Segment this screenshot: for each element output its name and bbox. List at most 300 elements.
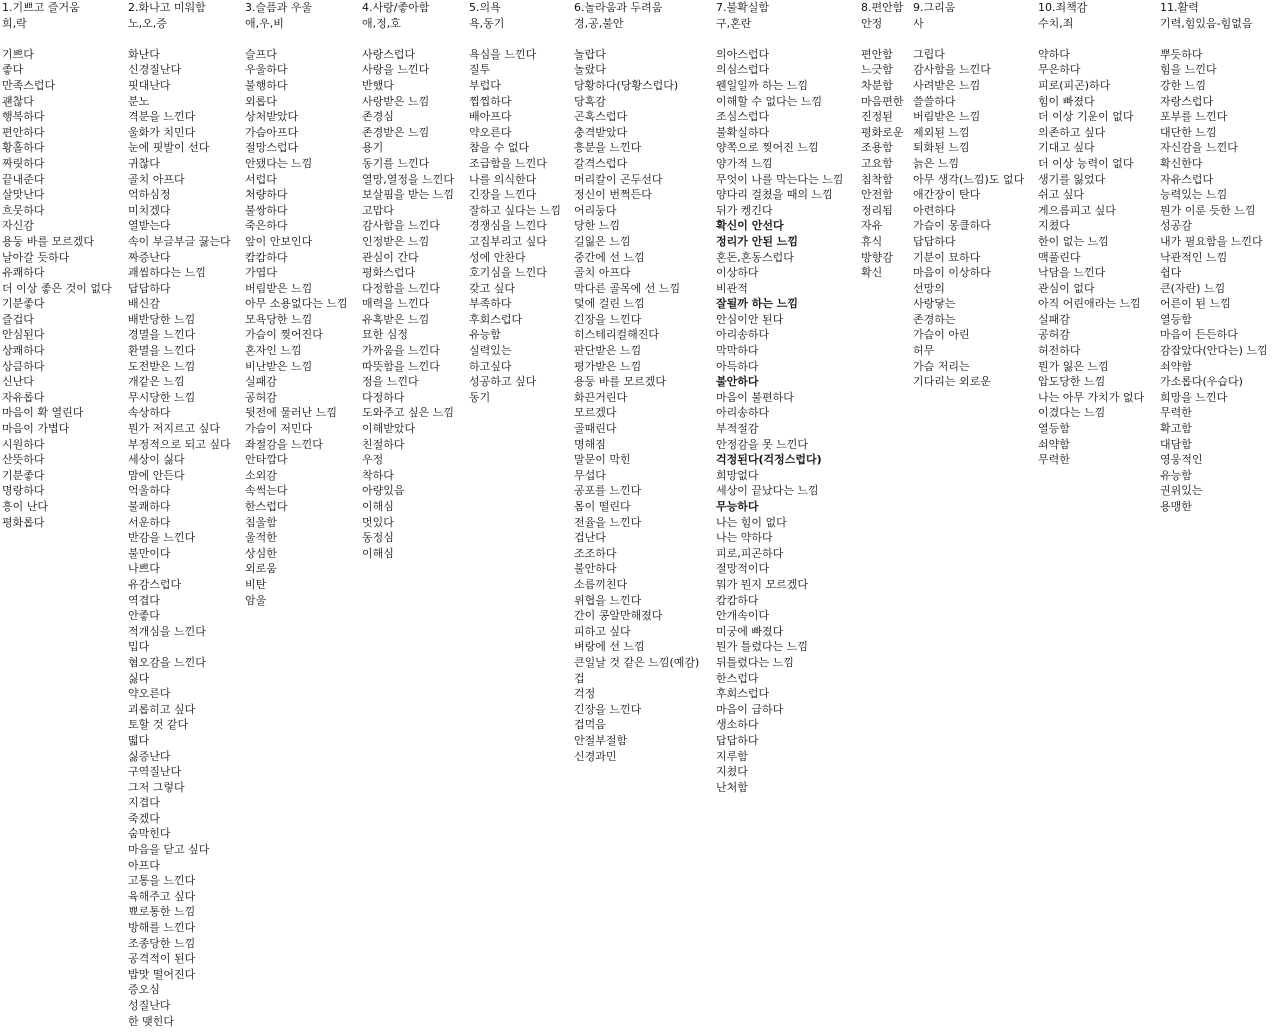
emotion-word: 감사함을 느낀다	[362, 219, 440, 233]
emotion-word: 뒤틀렸다는 느낌	[716, 655, 794, 669]
emotion-word: 배아프다	[469, 110, 512, 124]
emotion-word: 억울하다	[128, 484, 171, 498]
emotion-word: 밉다	[128, 640, 150, 654]
emotion-word: 뒤가 켕긴다	[716, 203, 773, 217]
emotion-word: 생소하다	[716, 718, 759, 732]
emotion-word: 용기	[362, 141, 384, 155]
emotion-word: 큰(자란) 느낌	[1160, 281, 1226, 295]
emotion-word: 조급함을 느낀다	[469, 156, 547, 170]
emotion-word: 허전하다	[1038, 344, 1081, 358]
emotion-word-list	[2, 47, 112, 530]
emotion-word: 몸이 떨린다	[574, 500, 631, 513]
emotion-word: 세상이 끝났다는 느낌	[716, 484, 819, 498]
emotion-word: 만족스럽다	[2, 78, 56, 92]
emotion-word: 자유스럽다	[1160, 172, 1214, 186]
emotion-word: 구역질난다	[128, 765, 182, 779]
emotion-word: 휴식	[861, 234, 883, 248]
emotion-word: 지루함	[716, 749, 748, 763]
emotion-word: 더 이상 능력이 없다	[1038, 156, 1134, 170]
emotion-word: 아량있음	[362, 484, 405, 498]
emotion-word: 짜증난다	[128, 250, 171, 264]
emotion-word: 불안하다	[574, 562, 617, 576]
emotion-word: 가슴이 저민다	[245, 422, 313, 436]
emotion-column	[362, 0, 454, 561]
emotion-word: 좋다	[2, 63, 24, 77]
emotion-word: 마음이 확 열린다	[2, 406, 84, 420]
emotion-word: 지쳤다	[716, 765, 748, 779]
emotion-word: 이해심	[362, 546, 394, 560]
emotion-word: 도전받은 느낌	[128, 359, 196, 373]
emotion-word: 겁먹음	[574, 718, 606, 732]
emotion-word: 눈에 핏발이 선다	[128, 141, 210, 155]
emotion-word: 명해짐	[574, 437, 606, 451]
emotion-word: 아무 생각(느낌)도 없다	[913, 172, 1025, 186]
emotion-word: 막다른 골목에 선 느낌	[574, 281, 681, 295]
emotion-word: 이해할 수 없다는 느낌	[716, 94, 823, 108]
emotion-word: 사랑받은 느낌	[362, 94, 430, 108]
emotion-word: 쇠약함	[1038, 437, 1070, 451]
emotion-word: 차분함	[861, 78, 893, 92]
emotion-word: 쉽다	[1160, 266, 1182, 280]
emotion-word: 말문이 막힌	[574, 453, 631, 467]
emotion-word: 의아스럽다	[716, 47, 770, 61]
emotion-word: 생기를 잃었다	[1038, 172, 1106, 186]
emotion-word: 울적한	[245, 531, 277, 545]
emotion-word: 흥이 난다	[2, 500, 49, 513]
emotion-word: 배반당한 느낌	[128, 312, 196, 326]
emotion-word: 짜릿하다	[2, 156, 45, 170]
emotion-word: 공허감	[245, 390, 277, 404]
emotion-word: 나를 의식한다	[469, 172, 537, 186]
emotion-word: 맘에 안든다	[128, 468, 185, 482]
emotion-word: 외로움	[245, 562, 277, 576]
emotion-word-list	[362, 47, 454, 562]
emotion-word: 열등함	[1038, 422, 1070, 436]
emotion-word: 갖고 싶다	[469, 281, 516, 295]
emotion-word: 후회스럽다	[716, 687, 770, 701]
emotion-word: 속이 부글부글 끓는다	[128, 234, 231, 248]
emotion-word: 정리됨	[861, 203, 893, 217]
emotion-word: 흥분을 느낀다	[574, 141, 642, 155]
emotion-word: 이해심	[362, 500, 394, 513]
emotion-word: 당한 느낌	[574, 219, 621, 233]
emotion-word: 한스럽다	[716, 671, 759, 685]
emotion-word: 처량하다	[245, 188, 288, 202]
emotion-word: 의심스럽다	[716, 63, 770, 77]
emotion-word-list	[861, 47, 904, 281]
spacer	[1160, 31, 1268, 47]
emotion-word: 방해를 느낀다	[128, 921, 196, 935]
emotion-word-list	[1038, 47, 1144, 468]
emotion-word: 실패감	[1038, 312, 1070, 326]
emotion-word: 살맛난다	[2, 188, 45, 202]
emotion-word: 안됐다는 느낌	[245, 156, 313, 170]
emotion-word: 격분을 느낀다	[128, 110, 196, 124]
emotion-word: 머리칼이 곤두선다	[574, 172, 663, 186]
emotion-word: 캄캄하다	[716, 593, 759, 607]
emotion-word: 답답하다	[913, 234, 956, 248]
emotion-word: 걱정	[574, 687, 596, 701]
emotion-word: 그립다	[913, 47, 945, 61]
emotion-word: 놀랍다	[574, 47, 606, 61]
emotion-word: 쇠약함	[1160, 359, 1192, 373]
emotion-word: 즐겁다	[2, 312, 34, 326]
emotion-word: 큰일날 것 같은 느낌(예감)	[574, 655, 700, 669]
emotion-word: 부럽다	[469, 78, 501, 92]
emotion-word: 나는 힘이 없다	[716, 515, 787, 529]
emotion-word: 캄캄하다	[245, 250, 288, 264]
emotion-word: 괴롭히고 싶다	[128, 702, 196, 716]
emotion-word: 잘하고 싶다는 느낌	[469, 203, 562, 217]
column-subtitle: 애,정,호	[362, 16, 401, 30]
emotion-word: 멋있다	[362, 515, 394, 529]
emotion-word: 애간장이 탄다	[913, 188, 981, 202]
emotion-word: 공격적이 된다	[128, 952, 196, 966]
emotion-word: 불쾌하다	[128, 500, 171, 513]
emotion-word: 질투	[469, 63, 491, 77]
emotion-word: 좌절감을 느낀다	[245, 437, 323, 451]
emotion-column	[574, 0, 699, 764]
emotion-word: 확신	[861, 266, 883, 280]
column-title: 3.슬픔과 우울	[245, 1, 313, 14]
emotion-word: 외롭다	[245, 94, 277, 108]
emotion-word: 관심이 간다	[362, 250, 419, 264]
emotion-word: 지겹다	[128, 796, 160, 810]
emotion-word: 대단한 느낌	[1160, 125, 1217, 139]
emotion-word: 공포를 느낀다	[574, 484, 642, 498]
emotion-word: 유능함	[469, 328, 501, 342]
emotion-word: 불행하다	[245, 78, 288, 92]
emotion-word: 암울	[245, 593, 267, 607]
emotion-word-list	[128, 47, 231, 1029]
emotion-word: 불확실하다	[716, 125, 770, 139]
emotion-word: 앞이 안보인다	[245, 234, 313, 248]
emotion-word: 실패감	[245, 375, 277, 389]
emotion-word: 가슴이 아린	[913, 328, 970, 342]
emotion-word: 고집부리고 싶다	[469, 234, 547, 248]
spacer	[1038, 31, 1144, 47]
emotion-word: 평화롭다	[2, 515, 45, 529]
emotion-word: 비난받은 느낌	[245, 359, 313, 373]
emotion-word: 안개속이다	[716, 609, 770, 623]
emotion-word: 힘을 느낀다	[1160, 63, 1217, 77]
emotion-word: 유혹받은 느낌	[362, 312, 430, 326]
emotion-column	[2, 0, 112, 530]
emotion-word: 무시당한 느낌	[128, 390, 196, 404]
emotion-word: 억하심정	[128, 188, 171, 202]
column-subtitle: 기력,힘있음-힘없음	[1160, 16, 1253, 30]
emotion-word-list	[245, 47, 348, 608]
emotion-word: 다정함을 느낀다	[362, 281, 440, 295]
emotion-word: 마음이 이상하다	[913, 266, 991, 280]
emotion-word: 우정	[362, 453, 384, 467]
emotion-word: 약오른다	[469, 125, 512, 139]
emotion-word: 성공감	[1160, 219, 1192, 233]
emotion-word: 안정감을 못 느낀다	[716, 437, 809, 451]
emotion-word: 괘씸하다는 느낌	[128, 266, 206, 280]
emotion-word: 안심된다	[2, 328, 45, 342]
emotion-word: 버림받은 느낌	[913, 110, 981, 124]
emotion-word: 퇴화된 느낌	[913, 141, 970, 155]
emotion-word: 기분이 묘하다	[913, 250, 981, 264]
spacer	[128, 31, 231, 47]
emotion-word: 편안함	[861, 47, 893, 61]
emotion-word: 성공하고 싶다	[469, 375, 537, 389]
emotion-word: 유감스럽다	[128, 577, 182, 591]
emotion-word: 아득하다	[716, 359, 759, 373]
emotion-word: 하고싶다	[469, 359, 512, 373]
emotion-word: 더 이상 기운이 없다	[1038, 110, 1134, 124]
emotion-word: 따뜻함을 느낀다	[362, 359, 440, 373]
emotion-word: 욕심을 느낀다	[469, 47, 537, 61]
emotion-word: 한 맺힌다	[128, 1014, 175, 1028]
emotion-word: 그저 그렇다	[128, 780, 185, 794]
column-title: 6.놀라움과 두려움	[574, 1, 663, 14]
emotion-word: 약하다	[1038, 47, 1070, 61]
emotion-word: 신경질난다	[128, 63, 182, 77]
column-title: 5.의욕	[469, 1, 501, 14]
spacer	[362, 31, 454, 47]
emotion-word: 시원하다	[2, 437, 45, 451]
emotion-word: 게으름피고 싶다	[1038, 203, 1116, 217]
emotion-word: 우울하다	[245, 63, 288, 77]
emotion-word: 골때린다	[574, 422, 617, 436]
emotion-word: 답답하다	[128, 281, 171, 295]
emotion-word: 동정심	[362, 531, 394, 545]
emotion-word: 열망,열정을 느낀다	[362, 172, 455, 186]
emotion-word: 부적절감	[716, 422, 759, 436]
emotion-word: 부정적으로 되고 싶다	[128, 437, 231, 451]
emotion-word: 용맹한	[1160, 500, 1192, 513]
emotion-word: 웬일일까 하는 느낌	[716, 78, 809, 92]
emotion-word: 사랑닿는	[913, 297, 956, 311]
emotion-word: 조심스럽다	[716, 110, 770, 124]
emotion-word: 혼돈,혼동스럽다	[716, 250, 794, 264]
emotion-word: 평화로운	[861, 125, 904, 139]
emotion-word: 평화스럽다	[362, 266, 416, 280]
emotion-word: 긴장을 느낀다	[469, 188, 537, 202]
emotion-word: 확신한다	[1160, 156, 1203, 170]
emotion-word: 압도당한 느낌	[1038, 375, 1106, 389]
emotion-column	[913, 0, 1024, 390]
emotion-column	[716, 0, 843, 795]
emotion-word: 친절하다	[362, 437, 405, 451]
emotion-word: 가슴아프다	[245, 125, 299, 139]
emotion-word: 나는 아무 가치가 없다	[1038, 390, 1145, 404]
emotion-word: 판단받은 느낌	[574, 344, 642, 358]
emotion-word: 곤혹스럽다	[574, 110, 628, 124]
emotion-word: 양다리 걸쳤을 때의 느낌	[716, 188, 833, 202]
emotion-word: 가슴이 찢어진다	[245, 328, 323, 342]
emotion-word: 끝내준다	[2, 172, 45, 186]
emotion-word: 겁난다	[574, 531, 606, 545]
emotion-word: 쉬고 싶다	[1038, 188, 1085, 202]
emotion-word: 뒷전에 물러난 느낌	[245, 406, 338, 420]
column-title: 2.화나고 미워함	[128, 1, 206, 14]
emotion-word: 뭔가 저지르고 싶다	[128, 422, 221, 436]
spacer	[861, 31, 904, 47]
emotion-word: 황홀하다	[2, 141, 45, 155]
emotion-word: 위협을 느낀다	[574, 593, 642, 607]
emotion-word: 육해주고 싶다	[128, 889, 196, 903]
emotion-word: 상심한	[245, 546, 277, 560]
emotion-word: 개같은 느낌	[128, 375, 185, 389]
emotion-word: 자신감	[2, 219, 34, 233]
emotion-word: 어른이 된 느낌	[1160, 297, 1231, 311]
column-title: 1.기쁘고 즐거움	[2, 1, 80, 14]
emotion-word: 아리송하다	[716, 328, 770, 342]
emotion-word: 서럽다	[245, 172, 277, 186]
emotion-word: 방향감	[861, 250, 893, 264]
emotion-word: 기대고 싶다	[1038, 141, 1095, 155]
emotion-word: 이해받았다	[362, 422, 416, 436]
emotion-word: 용둥 바를 모르겠다	[574, 375, 667, 389]
emotion-word: 능력있는 느낌	[1160, 188, 1228, 202]
emotion-word: 내가 필요함을 느낀다	[1160, 234, 1263, 248]
emotion-word: 전율을 느낀다	[574, 515, 642, 529]
emotion-word-list	[1160, 47, 1268, 515]
spacer	[913, 31, 1024, 47]
emotion-word: 싫다	[128, 671, 150, 685]
emotion-word: 열받는다	[128, 219, 171, 233]
emotion-word: 마음을 닫고 싶다	[128, 843, 210, 857]
spacer	[469, 31, 561, 47]
emotion-word: 명랑하다	[2, 484, 45, 498]
emotion-word: 기분좋다	[2, 297, 45, 311]
emotion-word: 죽겠다	[128, 811, 160, 825]
emotion-word: 매력을 느낀다	[362, 297, 430, 311]
emotion-word: 실력있는	[469, 344, 512, 358]
emotion-word: 무력한	[1038, 453, 1070, 467]
emotion-word: 뿌듯하다	[1160, 47, 1203, 61]
emotion-word: 떫다	[128, 733, 150, 747]
emotion-word: 약오른다	[128, 687, 171, 701]
column-title: 11.활력	[1160, 1, 1199, 14]
emotion-word: 동기를 느낀다	[362, 156, 430, 170]
emotion-word: 선망의	[913, 281, 945, 295]
emotion-word: 안심이안 된다	[716, 312, 784, 326]
emotion-word: 아무 소용없다는 느낌	[245, 297, 348, 311]
column-title: 8.편안함	[861, 1, 904, 14]
emotion-word: 충격받았다	[574, 125, 628, 139]
emotion-word: 비관적	[716, 281, 748, 295]
emotion-word: 보살핌을 받는 느낌	[362, 188, 455, 202]
column-title: 7.불확실함	[716, 1, 769, 14]
emotion-word: 날아갈 듯하다	[2, 250, 70, 264]
emotion-word: 자유롭다	[2, 390, 45, 404]
emotion-word: 버림받은 느낌	[245, 281, 313, 295]
column-subtitle: 노,오,증	[128, 16, 167, 30]
emotion-word: 싫증난다	[128, 749, 171, 763]
emotion-word: 확고함	[1160, 422, 1192, 436]
emotion-word: 감사함을 느낀다	[913, 63, 991, 77]
emotion-word: 맥풀린다	[1038, 250, 1081, 264]
column-title: 10.죄책감	[1038, 1, 1088, 14]
emotion-word: 마음이 든든하다	[1160, 328, 1238, 342]
emotion-word: 환멸을 느낀다	[128, 344, 196, 358]
emotion-column	[245, 0, 348, 608]
column-subtitle: 사	[913, 16, 924, 30]
emotion-word: 핏대난다	[128, 78, 171, 92]
emotion-word: 진정된	[861, 110, 893, 124]
emotion-word: 상큼하다	[2, 359, 45, 373]
emotion-word: 긴장을 느낀다	[574, 312, 642, 326]
emotion-word: 아직 어린애라는 느낌	[1038, 297, 1141, 311]
emotion-word: 놀랐다	[574, 63, 606, 77]
emotion-word: 경쟁심을 느낀다	[469, 219, 547, 233]
emotion-word: 뭔가 이룬 듯한 느낌	[1160, 203, 1256, 217]
emotion-word: 뭔가 틀렸다는 느낌	[716, 640, 809, 654]
emotion-word: 기다리는 외로운	[913, 375, 991, 389]
emotion-word: 아리송하다	[716, 406, 770, 420]
emotion-word: 자신감을 느낀다	[1160, 141, 1238, 155]
emotion-word: 마음이 불편하다	[716, 390, 794, 404]
emotion-word: 낙관적인 느낌	[1160, 250, 1228, 264]
emotion-word: 부족하다	[469, 297, 512, 311]
emotion-word: 불만이다	[128, 546, 171, 560]
emotion-word: 사랑을 느낀다	[362, 63, 430, 77]
emotion-word: 조종당한 느낌	[128, 936, 196, 950]
emotion-word: 신경과민	[574, 749, 617, 763]
emotion-word: 쓸쓸하다	[913, 94, 956, 108]
emotion-word: 희망없다	[716, 468, 759, 482]
emotion-word: 도와주고 싶은 느낌	[362, 406, 455, 420]
emotion-word: 강한 느낌	[1160, 78, 1207, 92]
emotion-word: 침착함	[861, 172, 893, 186]
emotion-column	[128, 0, 231, 1029]
emotion-word: 가엽다	[245, 266, 277, 280]
emotion-word: 고통을 느낀다	[128, 874, 196, 888]
emotion-word: 소외감	[245, 468, 277, 482]
emotion-word: 소름끼친다	[574, 577, 628, 591]
emotion-word: 제외된 느낌	[913, 125, 970, 139]
emotion-word: 사려받은 느낌	[913, 78, 981, 92]
emotion-word: 무력한	[1160, 406, 1192, 420]
emotion-word: 서운하다	[128, 515, 171, 529]
emotion-word: 절망적이다	[716, 562, 770, 576]
emotion-word: 다정하다	[362, 390, 405, 404]
emotion-word: 화끈거린다	[574, 390, 628, 404]
emotion-word: 가까움을 느낀다	[362, 344, 440, 358]
emotion-word: 잘될까 하는 느낌	[716, 297, 799, 311]
emotion-word: 나는 약하다	[716, 531, 773, 545]
emotion-word: 히스테리컬해진다	[574, 328, 660, 342]
emotion-word: 찝찝하다	[469, 94, 512, 108]
emotion-word: 안전함	[861, 188, 893, 202]
spacer	[574, 31, 699, 47]
emotion-word: 모르겠다	[574, 406, 617, 420]
column-subtitle: 욕,동기	[469, 16, 505, 30]
emotion-word: 낙담을 느낀다	[1038, 266, 1106, 280]
emotion-word: 호기심을 느낀다	[469, 266, 547, 280]
emotion-word: 더 이상 좋은 것이 없다	[2, 281, 112, 295]
emotion-word: 정을 느낀다	[362, 375, 419, 389]
emotion-word: 존경받은 느낌	[362, 125, 430, 139]
emotion-word: 감잡았다(안다는) 느낌	[1160, 344, 1268, 358]
emotion-word: 상쾌하다	[2, 344, 45, 358]
emotion-word: 골치 아프다	[574, 266, 631, 280]
emotion-word: 인정받은 느낌	[362, 234, 430, 248]
emotion-word: 무엇이 나를 막는다는 느낌	[716, 172, 844, 186]
emotion-word-list	[716, 47, 843, 796]
emotion-word: 유쾌하다	[2, 266, 45, 280]
emotion-word: 혼자인 느낌	[245, 344, 302, 358]
emotion-word: 조용함	[861, 141, 893, 155]
emotion-word: 괜찮다	[2, 94, 34, 108]
emotion-word: 중간에 선 느낌	[574, 250, 645, 264]
emotion-word: 조조하다	[574, 546, 617, 560]
column-title: 9.그리움	[913, 1, 956, 14]
